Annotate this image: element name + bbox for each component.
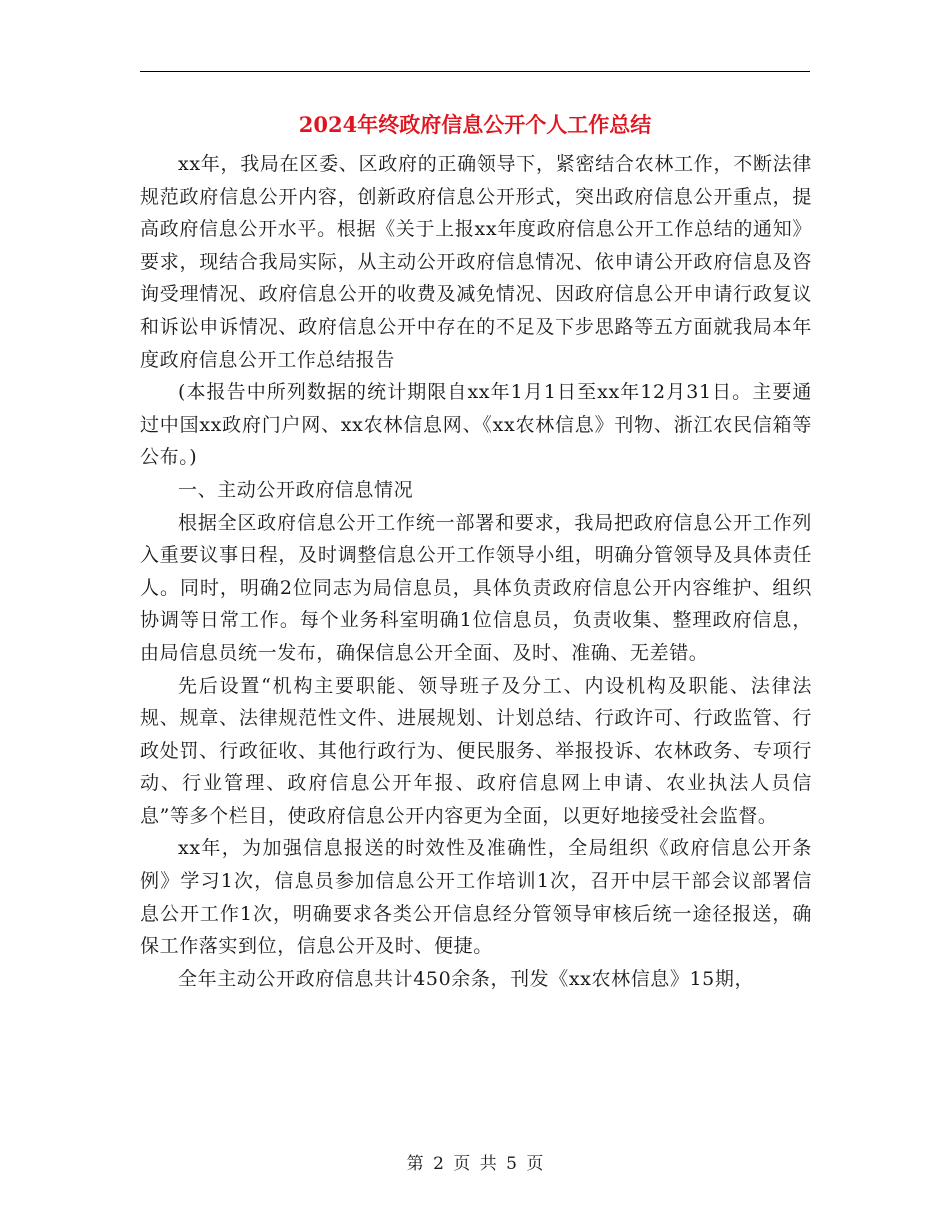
paragraph-training: xx年，为加强信息报送的时效性及准确性，全局组织《政府信息公开条例》学习1次，信息员参加信息公开工作培训1次，召开中层干部会议部署信息公开工作1次，明确要求各类公开信息经分管领导审核后统一途径报送，确保工作落实到位，信息公开及时、便捷。: [140, 837, 812, 958]
paragraph-totals: 全年主动公开政府信息共计450余条，刊发《xx农林信息》15期，: [178, 967, 755, 990]
page-footer: 第 2 页 共 5 页: [406, 1154, 544, 1174]
paragraph-statistics-note: (本报告中所列数据的统计期限自xx年1月1日至xx年12月31日。主要通过中国xx政府门户网、xx农林信息网、《xx农林信息》刊物、浙江农民信箱等公布。): [140, 381, 812, 469]
paragraph-organization: 根据全区政府信息公开工作统一部署和要求，我局把政府信息公开工作列入重要议事日程，及时调整信息公开工作领导小组，明确分管领导及具体责任人。同时，明确2位同志为局信息员，具体负责政府信息公开内容维护、组织协调等日常工作。每个业务科室明确1位信息员，负责收集、整理政府信息，由局信息员统一发布，确保信息公开全面、及时、准确、无差错。: [140, 511, 812, 664]
paragraph-columns: 先后设置“机构主要职能、领导班子及分工、内设机构及职能、法律法规、规章、法律规范性文件、进展规划、计划总结、行政许可、行政监管、行政处罚、行政征收、其他行政行为、便民服务、举报投诉、农林政务、专项行动、行业管理、政府信息公开年报、政府信息网上申请、农业执法人员信息”等多个栏目，使政府信息公开内容更为全面，以更好地接受社会监督。: [140, 674, 812, 827]
section-heading-1: 一、主动公开政府信息情况: [178, 478, 414, 501]
header-rule: [140, 71, 810, 72]
document-body: [140, 148, 812, 995]
document-title: 2024年终政府信息公开个人工作总结: [298, 112, 652, 137]
paragraph-intro: xx年，我局在区委、区政府的正确领导下，紧密结合农林工作，不断法律规范政府信息公开内容，创新政府信息公开形式，突出政府信息公开重点，提高政府信息公开水平。根据《关于上报xx年度政府信息公开工作总结的通知》要求，现结合我局实际，从主动公开政府信息情况、依申请公开政府信息及咨询受理情况、政府信息公开的收费及减免情况、因政府信息公开申请行政复议和诉讼申诉情况、政府信息公开中存在的不足及下步思路等五方面就我局本年度政府信息公开工作总结报告: [140, 153, 812, 371]
